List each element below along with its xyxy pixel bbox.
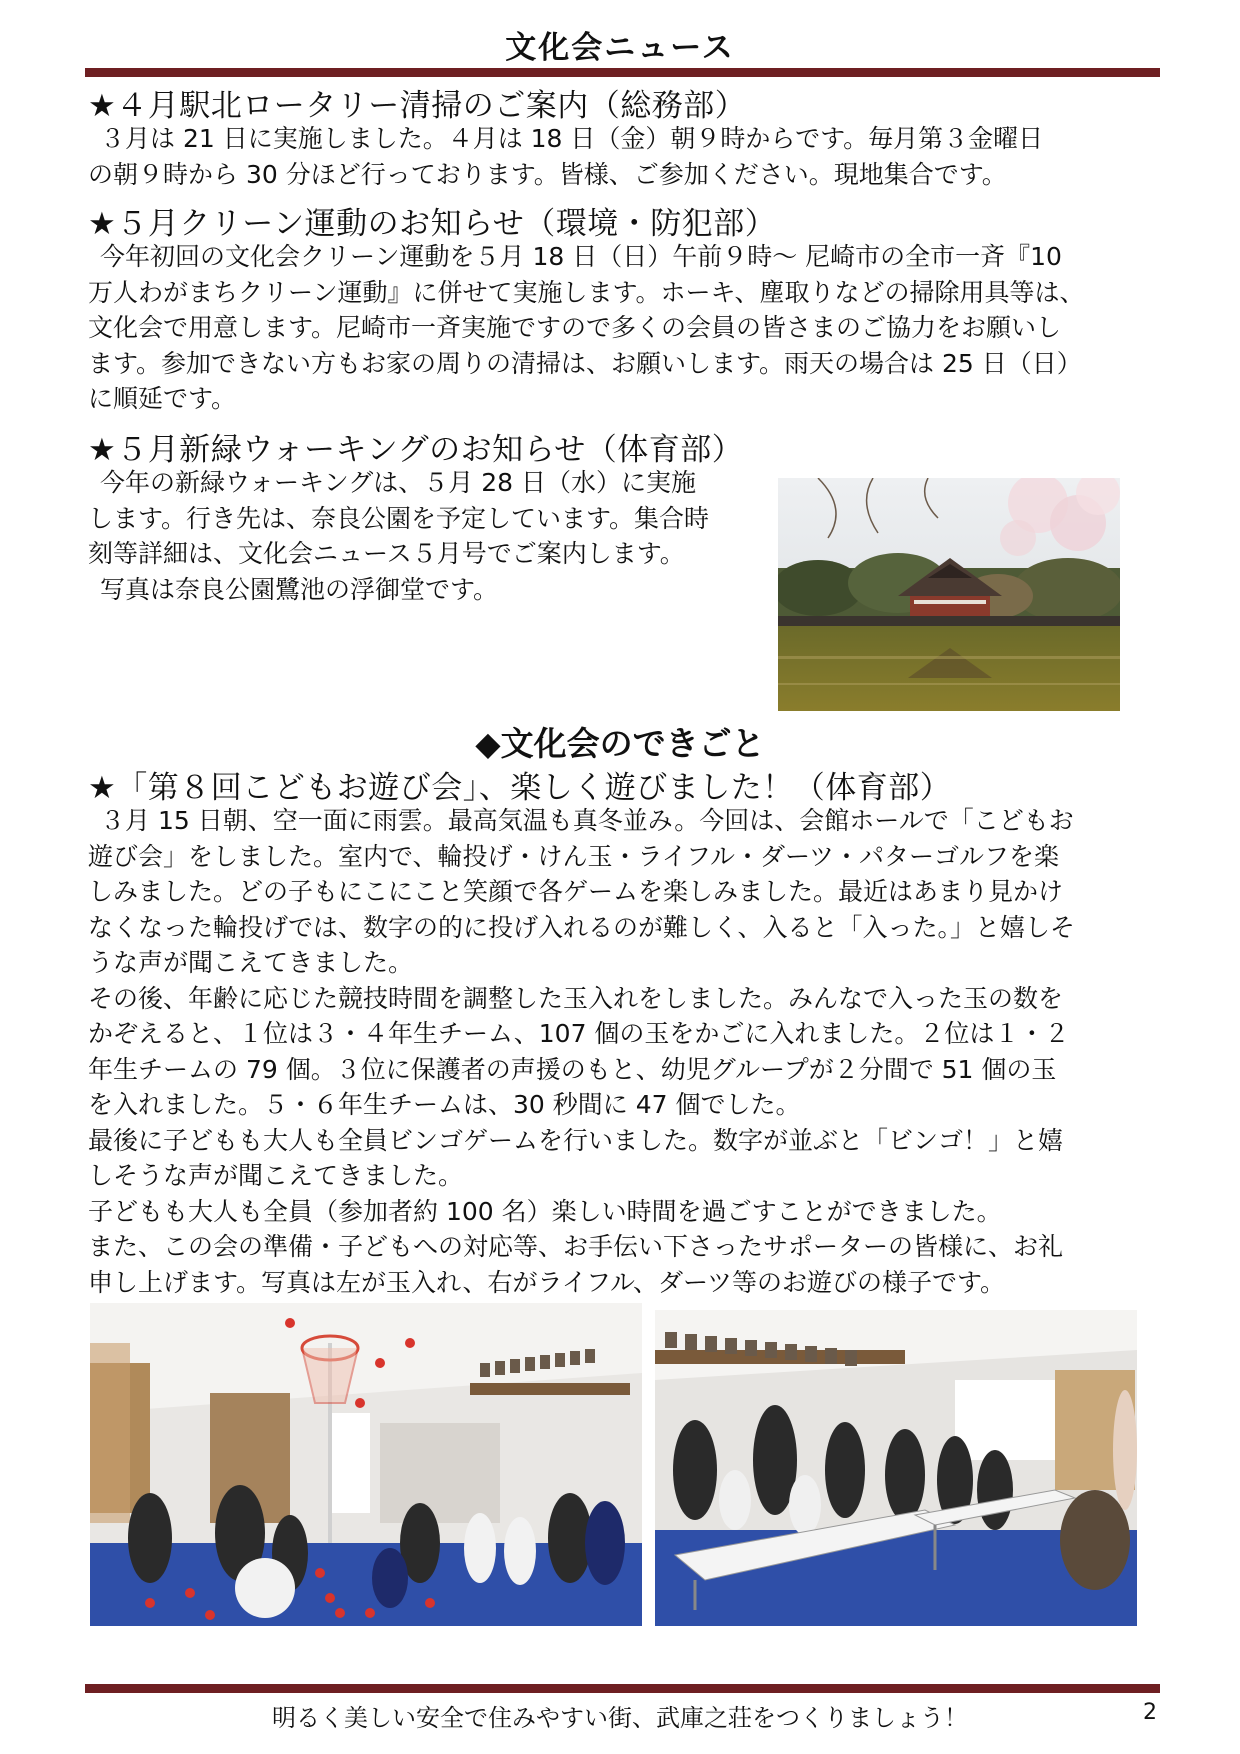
ball-toss-photo <box>90 1303 642 1626</box>
section-heading-clean: ★５月クリーン運動のお知らせ（環境・防犯部） <box>88 206 777 242</box>
body-line: 万人わがまちクリーン運動』に併せて実施します。ホーキ、塵取りなどの掃除用具等は、 <box>88 277 1085 307</box>
body-line: うな声が聞こえてきました。 <box>88 948 414 977</box>
events-heading: ★「第８回こどもお遊び会」、楽しく遊びました！（体育部） <box>88 770 952 806</box>
events-title: ◆文化会のできごと <box>475 724 765 763</box>
section-heading-rotary: ★４月駅北ロータリー清掃のご案内（総務部） <box>88 88 747 124</box>
ukimido-illustration <box>778 478 1120 711</box>
section-body-clean <box>88 239 1163 417</box>
footer-rule <box>85 1684 1160 1693</box>
body-line: 年生チームの 79 個。３位に保護者の声援のもと、幼児グループが２分間で 51 個の玉 <box>88 1054 1057 1084</box>
section-body-rotary <box>88 121 1163 192</box>
body-line: しそうな声が聞こえてきました。 <box>88 1161 464 1190</box>
body-line: 文化会で用意します。尼崎市一斉実施ですので多くの会員の皆さまのご協力をお願いし <box>88 313 1062 342</box>
body-line: に順延です。 <box>88 384 237 413</box>
body-line: します。行き先は、奈良公園を予定しています。集合時 <box>88 503 710 533</box>
body-line: また、この会の準備・子どもへの対応等、お手伝い下さったサポーターの皆様に、お礼 <box>88 1232 1064 1261</box>
page-number: 2 <box>1143 1700 1157 1725</box>
body-line: 今年初回の文化会クリーン運動を５月 18 日（日）午前９時～ 尼崎市の全市一斉『10 <box>100 242 1062 271</box>
body-line: しみました。どの子もにこにこと笑顔で各ゲームを楽しみました。最近はあまり見かけ <box>88 877 1064 906</box>
page-title: 文化会ニュース <box>505 30 735 66</box>
body-line: を入れました。５・６年生チームは、30 秒間に 47 個でした。 <box>88 1090 801 1119</box>
body-line: 今年の新緑ウォーキングは、５月 28 日（水）に実施 <box>100 468 696 497</box>
header-rule <box>85 68 1160 77</box>
body-line: 刻等詳細は、文化会ニュース５月号でご案内します。 <box>88 539 685 568</box>
body-line: 写真は奈良公園鷺池の浮御堂です。 <box>100 574 499 604</box>
body-line: ３月 15 日朝、空一面に雨雲。最高気温も真冬並み。今回は、会館ホールで「こどもお <box>100 806 1074 835</box>
section-body-walking <box>88 465 788 607</box>
body-line: 最後に子どもも大人も全員ビンゴゲームを行いました。数字が並ぶと「ビンゴ！」と嬉 <box>88 1125 1064 1155</box>
body-line: の朝９時から 30 分ほど行っております。皆様、ご参加ください。現地集合です。 <box>88 159 1007 189</box>
footer-slogan: 明るく美しい安全で住みやすい街、武庫之荘をつくりましょう！ <box>272 1704 968 1732</box>
ball-toss-illustration <box>90 1303 642 1626</box>
body-line: 遊び会」をしました。室内で、輪投げ・けん玉・ライフル・ダーツ・パターゴルフを楽 <box>88 841 1060 871</box>
section-heading-walking: ★５月新緑ウォーキングのお知らせ（体育部） <box>88 432 744 468</box>
rifle-darts-illustration <box>655 1310 1137 1626</box>
body-line: かぞえると、１位は３・４年生チーム、107 個の玉をかごに入れました。２位は１・２ <box>88 1019 1070 1048</box>
body-line: 申し上げます。写真は左が玉入れ、右がライフル、ダーツ等のお遊びの様子です。 <box>88 1267 1006 1297</box>
rifle-darts-photo <box>655 1310 1137 1626</box>
body-line: その後、年齢に応じた競技時間を調整した玉入れをしました。みんなで入った玉の数を <box>88 983 1064 1013</box>
ukimido-photo <box>778 478 1120 711</box>
events-body <box>88 803 1163 1300</box>
body-line: ３月は 21 日に実施しました。４月は 18 日（金）朝９時からです。毎月第３金曜日 <box>100 124 1044 153</box>
body-line: なくなった輪投げでは、数字の的に投げ入れるのが難しく、入ると「入った。」と嬉しそ <box>88 912 1076 942</box>
body-line: 子どもも大人も全員（参加者約 100 名）楽しい時間を過ごすことができました。 <box>88 1196 1002 1226</box>
body-line: ます。参加できない方もお家の周りの清掃は、お願いします。雨天の場合は 25 日（日） <box>88 348 1082 378</box>
